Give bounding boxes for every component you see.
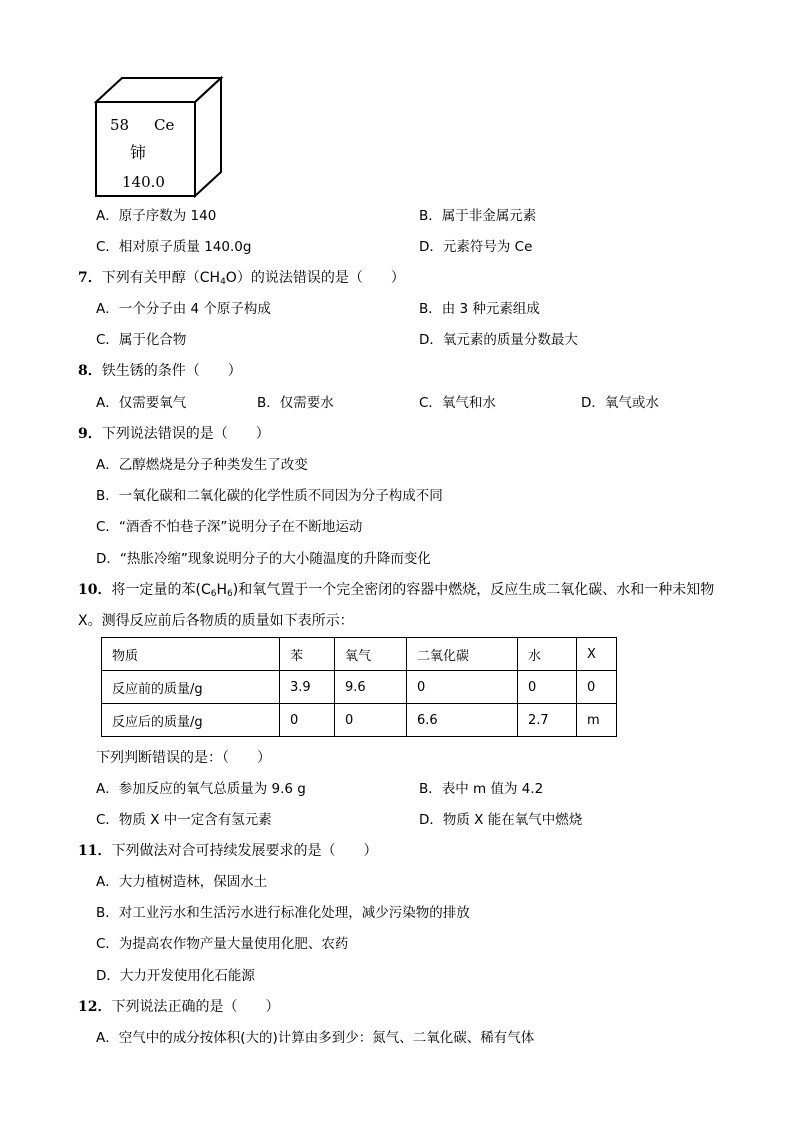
table-row bbox=[102, 704, 617, 737]
q11-option-a: A．大力植树造林，保固水土 bbox=[96, 874, 268, 890]
q7-stem-sub: 4 bbox=[220, 277, 226, 287]
table-cell: 水 bbox=[518, 638, 577, 671]
table-cell: X bbox=[577, 638, 617, 671]
q12-stem bbox=[78, 998, 279, 1016]
q10-option-c: C．物质 X 中一定含有氢元素 bbox=[96, 812, 272, 828]
table-header-row bbox=[102, 638, 617, 671]
q6-option-d: D．元素符号为 Ce bbox=[419, 239, 533, 255]
table-cell: 6.6 bbox=[407, 704, 518, 737]
q10-option-a: A．参加反应的氧气总质量为 9.6 g bbox=[96, 781, 306, 797]
mass-table bbox=[101, 637, 617, 737]
q10-number: 10． bbox=[78, 582, 112, 598]
q6-option-b: B．属于非金属元素 bbox=[419, 208, 537, 224]
q9-option-b: B．一氧化碳和二氧化碳的化学性质不同因为分子构成不同 bbox=[96, 488, 443, 504]
q11-option-b: B．对工业污水和生活污水进行标准化处理，减少污染物的排放 bbox=[96, 905, 470, 921]
q10-option-b: B．表中 m 值为 4.2 bbox=[419, 781, 544, 797]
q11-number: 11． bbox=[78, 843, 112, 859]
q9-number: 9． bbox=[78, 426, 102, 442]
q10-judge: 下列判断错误的是：（ ） bbox=[96, 750, 271, 766]
q8-option-d: D．氧气或水 bbox=[581, 395, 659, 411]
table-cell: 0 bbox=[407, 671, 518, 704]
q11-stem bbox=[78, 842, 377, 860]
q6-option-c: C．相对原子质量 140.0g bbox=[96, 239, 252, 255]
table-cell: 0 bbox=[335, 704, 407, 737]
table-cell: 0 bbox=[518, 671, 577, 704]
q10-option-d: D．物质 X 能在氧气中燃烧 bbox=[419, 812, 583, 828]
q7-stem-pre: 下列有关甲醇（CH bbox=[101, 270, 221, 286]
element-name: 铈 bbox=[130, 143, 147, 162]
q9-option-c: C．“酒香不怕巷子深”说明分子在不断地运动 bbox=[96, 519, 363, 535]
q7-stem bbox=[78, 269, 405, 287]
table-cell: 反应后的质量/g bbox=[102, 704, 280, 737]
q7-option-c: C．属于化合物 bbox=[96, 332, 187, 348]
table-cell: m bbox=[577, 704, 617, 737]
q9-option-d: D．“热胀冷缩”现象说明分子的大小随温度的升降而变化 bbox=[96, 551, 431, 567]
q8-option-b: B．仅需要水 bbox=[257, 395, 334, 411]
q12-option-a: A．空气中的成分按体积(大的)计算由多到少：氮气、二氧化碳、稀有气体 bbox=[96, 1030, 535, 1046]
q8-stem bbox=[78, 362, 242, 380]
q10-stem-sub2: 6 bbox=[227, 589, 233, 599]
q7-number: 7． bbox=[78, 270, 102, 286]
q10-stem-sub1: 6 bbox=[210, 589, 217, 599]
q8-number: 8． bbox=[78, 363, 102, 379]
q10-stem-line1 bbox=[78, 581, 714, 599]
table-cell: 3.9 bbox=[280, 671, 335, 704]
table-cell: 苯 bbox=[280, 638, 335, 671]
atomic-mass: 140.0 bbox=[122, 173, 165, 191]
table-cell: 0 bbox=[280, 704, 335, 737]
q11-stem-text: 下列做法对合可持续发展要求的是（ ） bbox=[111, 843, 378, 859]
q9-stem bbox=[78, 425, 270, 443]
q11-option-c: C．为提高农作物产量大量使用化肥、农药 bbox=[96, 936, 349, 952]
table-cell: 氧气 bbox=[335, 638, 407, 671]
q8-option-a: A．仅需要氧气 bbox=[96, 395, 187, 411]
table-cell: 2.7 bbox=[518, 704, 577, 737]
element-symbol: Ce bbox=[154, 116, 175, 134]
table-row bbox=[102, 671, 617, 704]
table-cell: 反应前的质量/g bbox=[102, 671, 280, 704]
q7-option-d: D．氧元素的质量分数最大 bbox=[419, 332, 578, 348]
q8-option-c: C．氧气和水 bbox=[419, 395, 496, 411]
element-cube bbox=[94, 76, 224, 200]
q11-option-d: D．大力开发使用化石能源 bbox=[96, 968, 255, 984]
q7-option-a: A．一个分子由 4 个原子构成 bbox=[96, 301, 271, 317]
table-cell: 二氧化碳 bbox=[407, 638, 518, 671]
q9-option-a: A．乙醇燃烧是分子种类发生了改变 bbox=[96, 457, 308, 473]
q8-stem-text: 铁生锈的条件（ ） bbox=[101, 363, 242, 379]
table-cell: 0 bbox=[577, 671, 617, 704]
q12-stem-text: 下列说法正确的是（ ） bbox=[111, 999, 280, 1015]
q7-option-b: B．由 3 种元素组成 bbox=[419, 301, 540, 317]
atomic-number: 58 bbox=[110, 116, 130, 134]
q10-stem-line2: X。测得反应前后各物质的质量如下表所示： bbox=[78, 613, 354, 629]
q10-stem-post: )和氧气置于一个完全密闭的容器中燃烧，反应生成二氧化碳、水和一种未知物 bbox=[232, 582, 715, 598]
q12-number: 12． bbox=[78, 999, 112, 1015]
q10-stem-mid: H bbox=[216, 582, 227, 598]
q9-stem-text: 下列说法错误的是（ ） bbox=[101, 426, 270, 442]
table-cell: 物质 bbox=[102, 638, 280, 671]
q10-stem-pre: 将一定量的苯(C bbox=[111, 582, 211, 598]
table-cell: 9.6 bbox=[335, 671, 407, 704]
q6-option-a: A．原子序数为 140 bbox=[96, 208, 217, 224]
q7-stem-post: O）的说法错误的是（ ） bbox=[225, 270, 405, 286]
